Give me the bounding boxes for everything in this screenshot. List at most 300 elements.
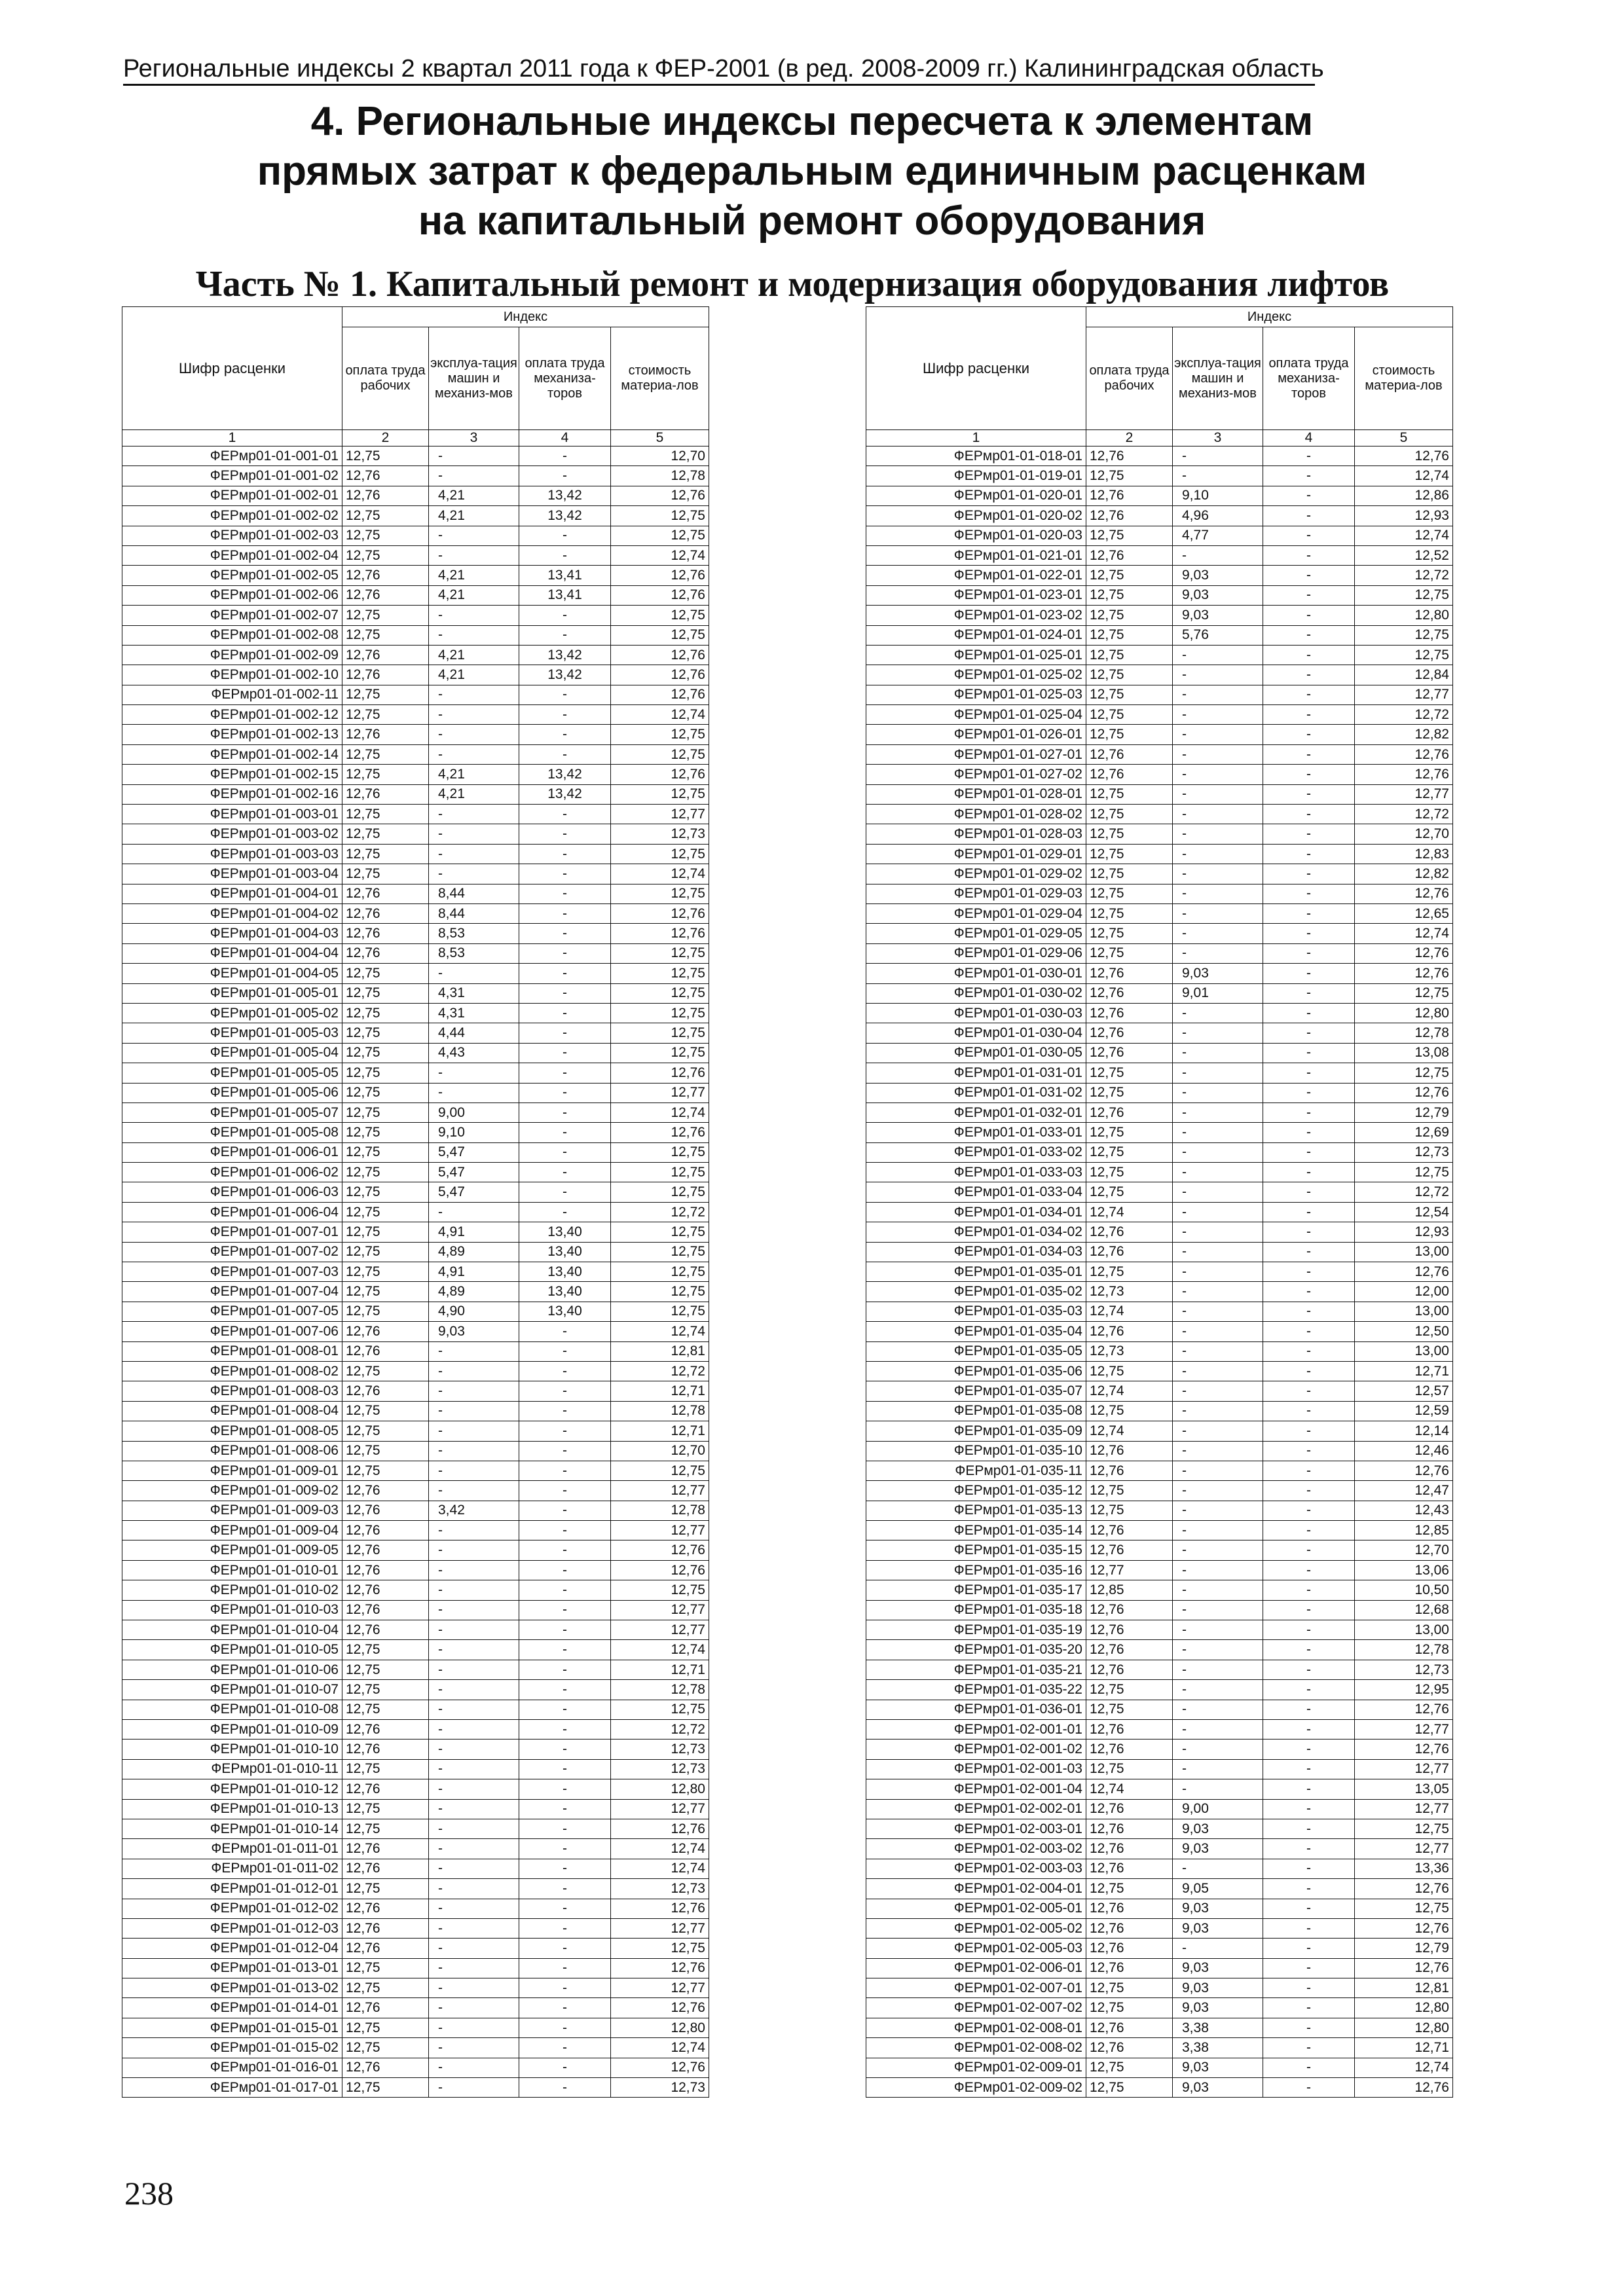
cell-operators: - [1263, 1361, 1355, 1381]
cell-operators: - [1263, 486, 1355, 505]
table-row [122, 625, 709, 645]
cell-cipher: ФЕРмр01-01-028-01 [866, 784, 1086, 804]
cell-cipher: ФЕРмр01-01-020-01 [866, 486, 1086, 505]
cell-machines: 9,03 [1173, 1819, 1263, 1838]
cell-labor: 12,75 [342, 1819, 429, 1838]
cell-operators: 13,40 [519, 1282, 611, 1302]
cell-labor: 12,75 [1086, 1083, 1173, 1102]
cell-labor: 12,75 [1086, 903, 1173, 923]
table-row [122, 2038, 709, 2058]
cell-operators: - [1263, 1958, 1355, 1978]
table-row [866, 625, 1453, 645]
table-row [122, 2058, 709, 2077]
cell-operators: - [519, 1341, 611, 1361]
cell-labor: 12,77 [1086, 1560, 1173, 1580]
cell-labor: 12,75 [1086, 645, 1173, 665]
cell-machines: - [429, 805, 519, 824]
cell-machines: - [1173, 903, 1263, 923]
cell-materials: 12,74 [611, 1102, 709, 1122]
cell-operators: - [1263, 606, 1355, 625]
cell-machines: - [429, 625, 519, 645]
cell-materials: 13,00 [1355, 1620, 1453, 1640]
cell-materials: 12,79 [1355, 1102, 1453, 1122]
cell-cipher: ФЕРмр01-01-010-03 [122, 1600, 342, 1620]
cell-operators: - [519, 2058, 611, 2077]
cell-labor: 12,75 [342, 1102, 429, 1122]
cell-machines: - [1173, 805, 1263, 824]
cell-cipher: ФЕРмр01-01-006-04 [122, 1202, 342, 1222]
table-row [122, 1262, 709, 1282]
cell-labor: 12,75 [342, 1262, 429, 1282]
cell-cipher: ФЕРмр01-01-035-18 [866, 1600, 1086, 1620]
cell-labor: 12,76 [342, 1322, 429, 1341]
cell-labor: 12,76 [342, 566, 429, 585]
cell-machines: - [1173, 1142, 1263, 1162]
cell-labor: 12,75 [342, 446, 429, 466]
cell-operators: 13,42 [519, 765, 611, 784]
cell-cipher: ФЕРмр01-01-010-14 [122, 1819, 342, 1838]
cell-labor: 12,75 [1086, 566, 1173, 585]
cell-cipher: ФЕРмр01-01-035-10 [866, 1441, 1086, 1461]
cell-cipher: ФЕРмр01-01-026-01 [866, 725, 1086, 744]
table-row [122, 784, 709, 804]
cell-cipher: ФЕРмр01-01-019-01 [866, 466, 1086, 486]
cell-cipher: ФЕРмр01-01-029-01 [866, 844, 1086, 864]
cell-materials: 12,76 [1355, 1918, 1453, 1938]
cell-machines: - [1173, 1043, 1263, 1063]
cell-labor: 12,75 [342, 1640, 429, 1660]
cell-labor: 12,75 [1086, 466, 1173, 486]
table-row [122, 1580, 709, 1600]
cell-machines: - [429, 1660, 519, 1679]
cell-operators: - [1263, 1381, 1355, 1401]
cell-operators: - [1263, 2038, 1355, 2058]
cell-cipher: ФЕРмр01-01-013-02 [122, 1978, 342, 1998]
cell-cipher: ФЕРмр01-01-031-01 [866, 1063, 1086, 1083]
cell-cipher: ФЕРмр01-01-033-01 [866, 1123, 1086, 1142]
cell-labor: 12,76 [1086, 1918, 1173, 1938]
header-labor: оплата труда рабочих [1086, 327, 1173, 430]
header-operators: оплата труда механиза-торов [1263, 327, 1355, 430]
cell-operators: - [1263, 1441, 1355, 1461]
column-number: 4 [1263, 430, 1355, 446]
cell-machines: 3,42 [429, 1501, 519, 1520]
cell-labor: 12,76 [342, 1481, 429, 1501]
cell-machines: 4,96 [1173, 506, 1263, 526]
cell-materials: 12,00 [1355, 1282, 1453, 1302]
cell-machines: - [1173, 1521, 1263, 1540]
cell-labor: 12,75 [1086, 1978, 1173, 1998]
cell-labor: 12,75 [342, 1083, 429, 1102]
running-header: Региональные индексы 2 квартал 2011 года к ФЕР-2001 (в ред. 2008-2009 гг.) Калининградская область [123, 54, 1315, 86]
cell-operators: 13,42 [519, 486, 611, 505]
cell-materials: 12,80 [1355, 1003, 1453, 1023]
cell-labor: 12,75 [342, 1142, 429, 1162]
cell-operators: - [519, 685, 611, 704]
cell-cipher: ФЕРмр01-01-014-01 [122, 1998, 342, 2018]
table-row [122, 2018, 709, 2037]
cell-labor: 12,75 [342, 1123, 429, 1142]
cell-cipher: ФЕРмр01-01-028-03 [866, 824, 1086, 844]
table-row [122, 1123, 709, 1142]
table-row [122, 824, 709, 844]
cell-operators: - [1263, 1322, 1355, 1341]
cell-labor: 12,76 [1086, 1540, 1173, 1560]
cell-labor: 12,76 [1086, 545, 1173, 565]
cell-labor: 12,76 [1086, 1620, 1173, 1640]
table-row [866, 1680, 1453, 1700]
cell-cipher: ФЕРмр01-01-035-16 [866, 1560, 1086, 1580]
cell-labor: 12,76 [342, 486, 429, 505]
table-row [866, 446, 1453, 466]
table-row [122, 1540, 709, 1560]
cell-cipher: ФЕРмр01-01-002-08 [122, 625, 342, 645]
cell-machines: 9,03 [1173, 2058, 1263, 2077]
header-index: Индекс [342, 307, 709, 327]
table-row [866, 545, 1453, 565]
cell-materials: 12,76 [1355, 1461, 1453, 1480]
cell-cipher: ФЕРмр01-01-025-04 [866, 705, 1086, 725]
cell-cipher: ФЕРмр01-01-004-01 [122, 884, 342, 903]
cell-materials: 12,75 [611, 1461, 709, 1480]
cell-cipher: ФЕРмр01-01-030-01 [866, 964, 1086, 983]
cell-operators: - [519, 1680, 611, 1700]
table-row [866, 744, 1453, 764]
cell-operators: - [1263, 466, 1355, 486]
cell-cipher: ФЕРмр01-01-035-20 [866, 1640, 1086, 1660]
table-row [866, 1322, 1453, 1341]
cell-operators: - [519, 705, 611, 725]
cell-machines: - [1173, 1381, 1263, 1401]
cell-operators: - [519, 1083, 611, 1102]
cell-operators: - [519, 903, 611, 923]
cell-machines: - [429, 1361, 519, 1381]
cell-operators: - [1263, 1918, 1355, 1938]
cell-operators: - [519, 1441, 611, 1461]
column-number: 3 [1173, 430, 1263, 446]
cell-machines: - [1173, 685, 1263, 704]
cell-machines: 8,53 [429, 943, 519, 963]
cell-operators: - [1263, 1640, 1355, 1660]
cell-materials: 12,76 [1355, 765, 1453, 784]
cell-materials: 12,75 [611, 1580, 709, 1600]
cell-labor: 12,75 [1086, 625, 1173, 645]
table-row [122, 1222, 709, 1242]
table-row [866, 1740, 1453, 1759]
cell-materials: 12,47 [1355, 1481, 1453, 1501]
table-row [122, 864, 709, 884]
cell-materials: 13,06 [1355, 1560, 1453, 1580]
cell-operators: - [1263, 864, 1355, 884]
cell-machines: - [429, 1401, 519, 1421]
cell-machines: - [429, 1859, 519, 1878]
cell-operators: - [519, 1481, 611, 1501]
cell-machines: - [1173, 1759, 1263, 1779]
cell-materials: 12,69 [1355, 1123, 1453, 1142]
cell-materials: 12,72 [1355, 805, 1453, 824]
table-row [866, 1063, 1453, 1083]
cell-labor: 12,74 [1086, 1779, 1173, 1799]
cell-operators: - [519, 1182, 611, 1202]
cell-machines: 5,76 [1173, 625, 1263, 645]
cell-materials: 12,75 [611, 964, 709, 983]
cell-machines: - [429, 1799, 519, 1819]
cell-cipher: ФЕРмр01-01-012-03 [122, 1918, 342, 1938]
cell-cipher: ФЕРмр01-01-007-03 [122, 1262, 342, 1282]
table-row [122, 1501, 709, 1520]
cell-operators: - [1263, 884, 1355, 903]
table-row [866, 784, 1453, 804]
cell-materials: 12,76 [611, 1899, 709, 1918]
cell-materials: 12,77 [1355, 685, 1453, 704]
cell-operators: - [1263, 625, 1355, 645]
cell-machines: - [429, 1918, 519, 1938]
cell-operators: - [1263, 1899, 1355, 1918]
cell-materials: 12,75 [1355, 585, 1453, 605]
cell-operators: 13,42 [519, 784, 611, 804]
cell-machines: 9,00 [1173, 1799, 1263, 1819]
page-number: 238 [124, 2175, 174, 2212]
cell-operators: - [519, 864, 611, 884]
cell-machines: - [429, 1540, 519, 1560]
cell-labor: 12,76 [342, 1560, 429, 1580]
cell-labor: 12,75 [1086, 805, 1173, 824]
cell-labor: 12,76 [1086, 1660, 1173, 1679]
cell-materials: 12,78 [1355, 1640, 1453, 1660]
cell-cipher: ФЕРмр01-01-010-10 [122, 1740, 342, 1759]
table-row [866, 1580, 1453, 1600]
cell-labor: 12,75 [1086, 943, 1173, 963]
table-row [866, 924, 1453, 943]
cell-cipher: ФЕРмр01-02-005-01 [866, 1899, 1086, 1918]
table-row [122, 924, 709, 943]
cell-operators: - [1263, 1461, 1355, 1480]
table-row [122, 1461, 709, 1480]
table-row [866, 1819, 1453, 1838]
cell-cipher: ФЕРмр01-02-009-01 [866, 2058, 1086, 2077]
table-row [122, 903, 709, 923]
cell-labor: 12,75 [1086, 1998, 1173, 2018]
cell-machines: - [1173, 924, 1263, 943]
cell-operators: - [1263, 924, 1355, 943]
cell-cipher: ФЕРмр01-01-025-02 [866, 665, 1086, 685]
cell-machines: - [1173, 665, 1263, 685]
cell-operators: - [1263, 585, 1355, 605]
cell-materials: 12,76 [611, 765, 709, 784]
cell-cipher: ФЕРмр01-01-004-03 [122, 924, 342, 943]
cell-operators: - [519, 1620, 611, 1640]
cell-labor: 12,76 [1086, 1023, 1173, 1043]
cell-cipher: ФЕРмр01-01-029-05 [866, 924, 1086, 943]
cell-operators: - [519, 1023, 611, 1043]
cell-materials: 12,76 [611, 1560, 709, 1580]
cell-materials: 12,71 [611, 1381, 709, 1401]
cell-operators: - [1263, 1481, 1355, 1501]
table-row [122, 805, 709, 824]
cell-materials: 12,77 [611, 805, 709, 824]
table-row [122, 884, 709, 903]
cell-cipher: ФЕРмр01-01-002-02 [122, 506, 342, 526]
cell-labor: 12,75 [342, 1978, 429, 1998]
table-row [122, 1680, 709, 1700]
cell-operators: - [1263, 1341, 1355, 1361]
cell-labor: 12,75 [342, 1003, 429, 1023]
cell-labor: 12,75 [1086, 705, 1173, 725]
cell-cipher: ФЕРмр01-01-023-02 [866, 606, 1086, 625]
cell-materials: 13,05 [1355, 1779, 1453, 1799]
cell-materials: 12,76 [611, 585, 709, 605]
cell-materials: 12,76 [611, 1998, 709, 2018]
cell-machines: - [1173, 1461, 1263, 1480]
cell-operators: - [519, 1043, 611, 1063]
table-row [122, 2078, 709, 2098]
cell-cipher: ФЕРмр01-01-035-03 [866, 1302, 1086, 1321]
cell-cipher: ФЕРмр01-02-001-02 [866, 1740, 1086, 1759]
cell-machines: - [429, 1341, 519, 1361]
table-row [122, 1163, 709, 1182]
cell-labor: 12,75 [1086, 606, 1173, 625]
cell-machines: - [429, 1740, 519, 1759]
cell-materials: 12,76 [611, 1123, 709, 1142]
cell-operators: 13,41 [519, 585, 611, 605]
cell-labor: 12,76 [1086, 744, 1173, 764]
table-row [866, 1282, 1453, 1302]
table-row [866, 1302, 1453, 1321]
table-row [122, 1063, 709, 1083]
cell-labor: 12,73 [1086, 1282, 1173, 1302]
cell-machines: 9,03 [1173, 585, 1263, 605]
cell-machines: - [1173, 1939, 1263, 1958]
section-title-line: на капитальный ремонт оборудования [418, 198, 1206, 244]
cell-operators: - [519, 545, 611, 565]
cell-operators: - [519, 1401, 611, 1421]
cell-operators: - [519, 1958, 611, 1978]
cell-labor: 12,74 [1086, 1302, 1173, 1321]
table-row [866, 1441, 1453, 1461]
cell-materials: 12,73 [611, 1879, 709, 1899]
cell-materials: 12,73 [611, 1759, 709, 1779]
cell-machines: - [429, 1441, 519, 1461]
cell-operators: - [1263, 1700, 1355, 1719]
table-row [122, 1421, 709, 1441]
cell-labor: 12,75 [1086, 1481, 1173, 1501]
cell-machines: - [1173, 1302, 1263, 1321]
cell-labor: 12,75 [342, 824, 429, 844]
table-row [122, 1620, 709, 1640]
table-row [122, 1242, 709, 1262]
cell-cipher: ФЕРмр01-01-005-03 [122, 1023, 342, 1043]
cell-labor: 12,75 [1086, 665, 1173, 685]
cell-operators: - [1263, 1560, 1355, 1580]
cell-machines: 5,47 [429, 1163, 519, 1182]
cell-machines: 4,21 [429, 506, 519, 526]
cell-cipher: ФЕРмр01-01-012-02 [122, 1899, 342, 1918]
cell-machines: - [429, 1381, 519, 1401]
cell-labor: 12,75 [342, 844, 429, 864]
cell-labor: 12,76 [1086, 765, 1173, 784]
cell-operators: - [1263, 1759, 1355, 1779]
cell-labor: 12,75 [342, 983, 429, 1003]
cell-cipher: ФЕРмр01-01-005-05 [122, 1063, 342, 1083]
cell-machines: - [429, 1939, 519, 1958]
cell-machines: 4,21 [429, 645, 519, 665]
cell-operators: - [1263, 1202, 1355, 1222]
cell-operators: - [519, 1381, 611, 1401]
table-row [866, 1023, 1453, 1043]
table-row [122, 1003, 709, 1023]
cell-materials: 12,76 [1355, 1083, 1453, 1102]
cell-labor: 12,76 [342, 784, 429, 804]
cell-labor: 12,75 [342, 1043, 429, 1063]
cell-labor: 12,76 [342, 645, 429, 665]
cell-materials: 12,75 [611, 784, 709, 804]
cell-machines: 9,01 [1173, 983, 1263, 1003]
cell-materials: 12,78 [611, 1680, 709, 1700]
cell-cipher: ФЕРмр01-01-005-08 [122, 1123, 342, 1142]
cell-machines: - [429, 2058, 519, 2077]
cell-labor: 12,76 [1086, 1899, 1173, 1918]
cell-machines: - [1173, 824, 1263, 844]
table-row [122, 1660, 709, 1679]
table-row [866, 1262, 1453, 1282]
cell-operators: - [1263, 1102, 1355, 1122]
cell-operators: - [519, 1879, 611, 1899]
cell-operators: - [1263, 1521, 1355, 1540]
cell-cipher: ФЕРмр01-01-003-01 [122, 805, 342, 824]
cell-materials: 12,75 [611, 1163, 709, 1182]
cell-cipher: ФЕРмр01-02-001-01 [866, 1720, 1086, 1740]
table-row [122, 1939, 709, 1958]
cell-machines: - [1173, 1361, 1263, 1381]
cell-labor: 12,76 [1086, 1958, 1173, 1978]
cell-materials: 12,86 [1355, 486, 1453, 505]
cell-cipher: ФЕРмр01-01-035-09 [866, 1421, 1086, 1441]
cell-materials: 12,71 [1355, 2038, 1453, 2058]
cell-operators: - [519, 1939, 611, 1958]
table-row [866, 1779, 1453, 1799]
cell-labor: 12,75 [342, 2078, 429, 2098]
cell-cipher: ФЕРмр01-01-002-06 [122, 585, 342, 605]
cell-materials: 12,76 [1355, 884, 1453, 903]
cell-cipher: ФЕРмр01-01-032-01 [866, 1102, 1086, 1122]
cell-labor: 12,75 [342, 606, 429, 625]
cell-operators: - [519, 1660, 611, 1679]
cell-labor: 12,75 [342, 685, 429, 704]
cell-labor: 12,75 [342, 1222, 429, 1242]
table-row [866, 1501, 1453, 1520]
cell-machines: - [429, 964, 519, 983]
cell-operators: - [519, 1142, 611, 1162]
cell-operators: - [519, 1839, 611, 1859]
cell-cipher: ФЕРмр01-01-031-02 [866, 1083, 1086, 1102]
table-row [866, 1102, 1453, 1122]
header-operators: оплата труда механиза-торов [519, 327, 611, 430]
cell-labor: 12,74 [1086, 1381, 1173, 1401]
cell-labor: 12,75 [1086, 526, 1173, 545]
cell-operators: - [519, 526, 611, 545]
cell-materials: 12,74 [1355, 526, 1453, 545]
cell-operators: - [1263, 1302, 1355, 1321]
cell-materials: 12,78 [611, 466, 709, 486]
cell-labor: 12,75 [342, 506, 429, 526]
cell-labor: 12,76 [1086, 1939, 1173, 1958]
table-row [866, 1720, 1453, 1740]
cell-labor: 12,75 [1086, 824, 1173, 844]
cell-operators: - [519, 1322, 611, 1341]
cell-cipher: ФЕРмр01-01-035-01 [866, 1262, 1086, 1282]
cell-labor: 12,75 [1086, 685, 1173, 704]
cell-materials: 12,73 [1355, 1660, 1453, 1679]
